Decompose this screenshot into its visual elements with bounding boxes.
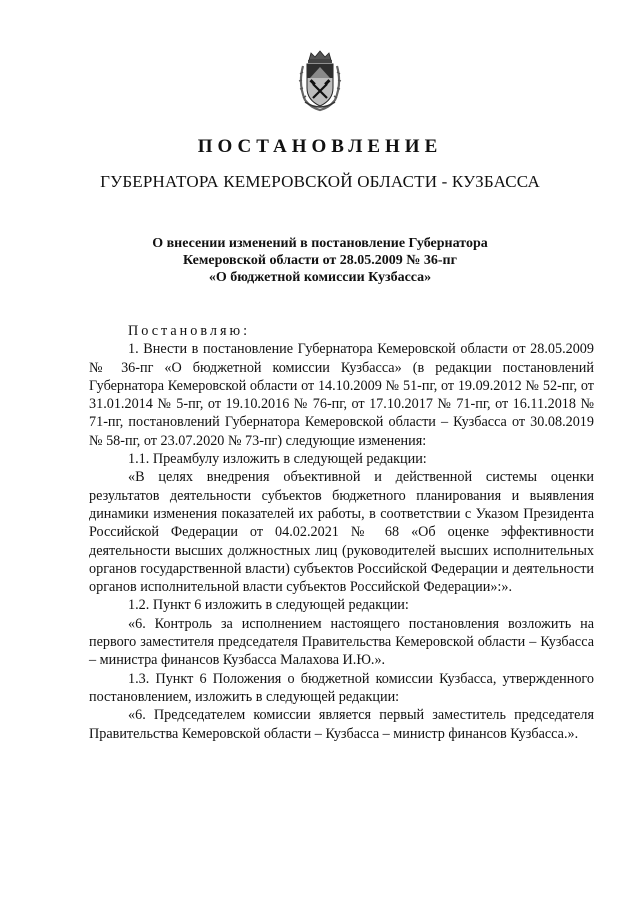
- document-title: ПОСТАНОВЛЕНИЕ: [197, 136, 443, 157]
- paragraph-1-1: 1.1. Преамбулу изложить в следующей редакции:: [128, 451, 427, 468]
- paragraph-preamble-text: «В целях внедрения объективной и действенной системы оценки результатов деятельности субъектов бюджетного планирования и выявления динамики изменения показателей их работы, в соответствии с Указом Президента Российской Федерации от 04.02.2021 № 68 «Об оценке эффективности деятельности высших должностных лиц (руководителей высших исполнительных органов государственной власти) субъектов Российской Федерации и деятельности органов исполнительной власти субъектов Российской Федерации»:».: [89, 469, 594, 596]
- paragraph-point-6-text: «6. Контроль за исполнением настоящего постановления возложить на первого заместителя председателя Правительства Кемеровской области – Кузбасса – министра финансов Кузбасса Малахова И.Ю.».: [89, 615, 594, 669]
- issuer-line: ГУБЕРНАТОРА КЕМЕРОВСКОЙ ОБЛАСТИ - КУЗБАССА: [100, 172, 540, 191]
- paragraph-regulation-point-6-text: «6. Председателем комиссии является первый заместитель председателя Правительства Кемеровской области – Кузбасса – министр финансов Кузбасса.».: [89, 707, 594, 742]
- document-heading: [0, 235, 640, 286]
- heading-line-1: О внесении изменений в постановление Губернатора: [152, 236, 488, 251]
- coat-of-arms-icon: [297, 50, 343, 112]
- document-body: [89, 322, 594, 743]
- paragraph-1-3: 1.3. Пункт 6 Положения о бюджетной комиссии Кузбасса, утвержденного постановлением, изложить в следующей редакции:: [89, 670, 594, 705]
- heading-line-3: «О бюджетной комиссии Кузбасса»: [208, 270, 432, 285]
- paragraph-1-2: 1.2. Пункт 6 изложить в следующей редакции:: [128, 597, 409, 614]
- paragraph-1: 1. Внести в постановление Губернатора Кемеровской области от 28.05.2009 № 36-пг «О бюджетной комиссии Кузбасса» (в редакции постановлений Губернатора Кемеровской области от 14.10.2009 № 51-пг, от 19.09.2012 № 52-пг, от 31.01.2014 № 5-пг, от 19.10.2016 № 76-пг, от 17.10.2017 № 71-пг, от 16.11.2018 № 71-пг, постановлений Губернатора Кемеровской области – Кузбасса от 30.08.2019 № 58-пг, от 23.07.2020 № 73-пг) следующие изменения:: [89, 341, 594, 449]
- heading-line-2: Кемеровской области от 28.05.2009 № 36-пг: [183, 253, 457, 268]
- resolution-intro: Постановляю:: [128, 323, 251, 339]
